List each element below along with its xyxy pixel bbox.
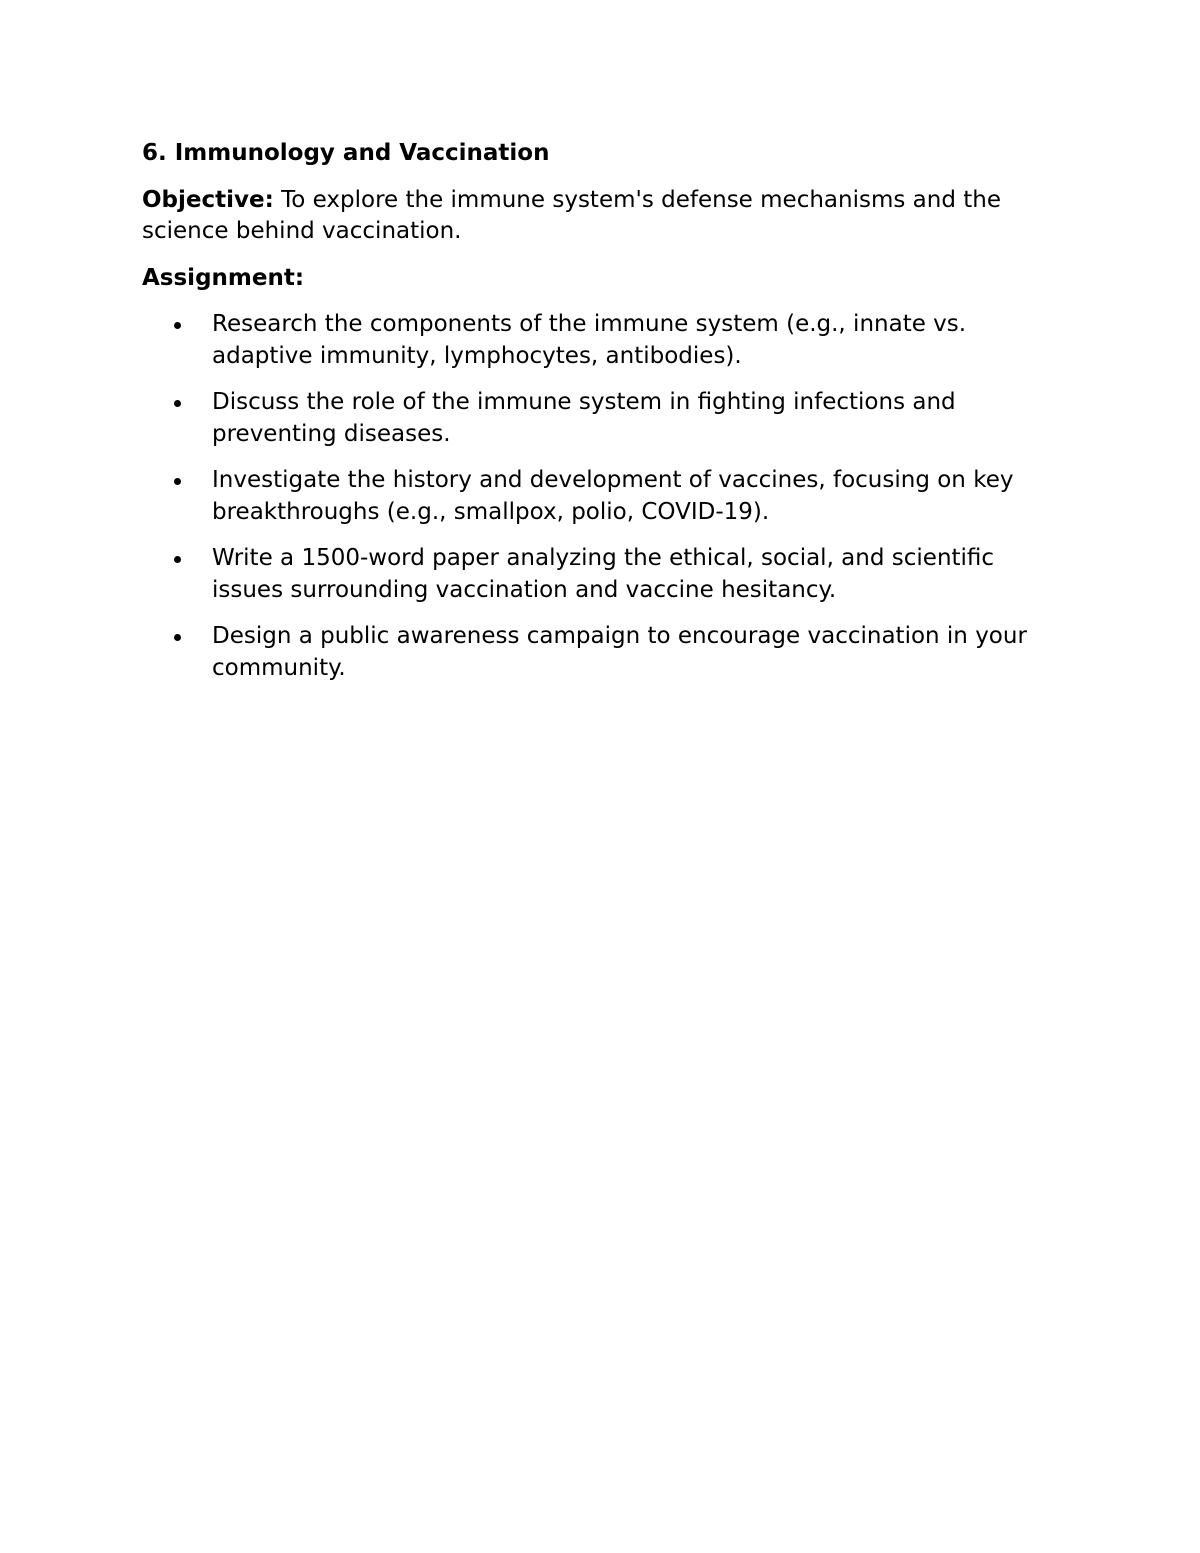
bullet-icon bbox=[174, 478, 181, 485]
bullet-icon bbox=[174, 322, 181, 329]
list-item bbox=[142, 543, 1072, 606]
assignment-label: Assignment: bbox=[142, 264, 305, 291]
list-item-text: Discuss the role of the immune system in fighting infections and preventing diseases. bbox=[212, 389, 956, 447]
section-heading: 6. Immunology and Vaccination bbox=[142, 140, 550, 166]
objective-text: To explore the immune system's defense mechanisms and the science behind vaccination. bbox=[142, 186, 1001, 244]
list-item bbox=[142, 387, 1072, 450]
list-item-text: Write a 1500-word paper analyzing the ethical, social, and scientific issues surrounding vaccination and vaccine hesitancy. bbox=[212, 545, 995, 603]
list-item bbox=[142, 621, 1072, 684]
list-item-text: Design a public awareness campaign to encourage vaccination in your community. bbox=[212, 623, 1027, 681]
bullet-icon bbox=[174, 634, 181, 641]
list-item bbox=[142, 309, 1072, 372]
bullet-icon bbox=[174, 556, 181, 563]
objective-paragraph bbox=[142, 185, 1072, 248]
bullet-icon bbox=[174, 400, 181, 407]
list-item-text: Investigate the history and development of vaccines, focusing on key breakthroughs (e.g., smallpox, polio, COVID-19). bbox=[212, 467, 1014, 525]
objective-label: Objective: bbox=[142, 186, 274, 213]
assignment-list bbox=[142, 309, 1072, 684]
document-content bbox=[142, 138, 1072, 699]
list-item-text: Research the components of the immune system (e.g., innate vs. adaptive immunity, lymphocytes, antibodies). bbox=[212, 311, 967, 369]
list-item bbox=[142, 465, 1072, 528]
